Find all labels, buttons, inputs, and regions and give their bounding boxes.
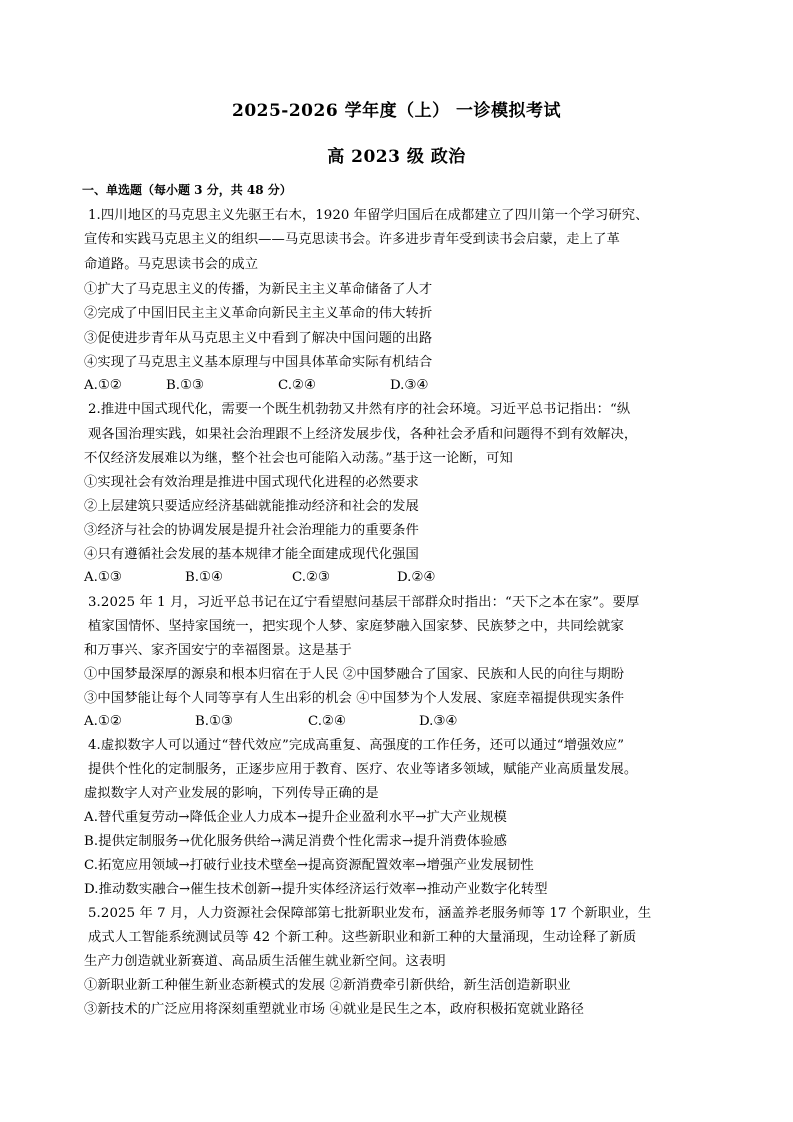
q4-option-c: C.拓宽应用领域→打破行业技术壁垒→提高资源配置效率→增强产业发展韧性 [84, 858, 534, 873]
choice-b: B.①③ [166, 378, 204, 393]
q5-stem-line: 成式人工智能系统测试员等 42 个新工种。这些新职业和新工种的大量涌现，生动诠释了新质 [88, 930, 637, 945]
q3-stem-line: 3.2025 年 1 月，习近平总书记在辽宁看望慰问基层干部群众时指出：“天下之本在家”。要厚 [88, 595, 640, 610]
q3-stem-line: 和万事兴、家齐国安宁的幸福图景。这是基于 [84, 643, 352, 658]
q1-option-item: ③促使进步青年从马克思主义中看到了解决中国问题的出路 [84, 331, 433, 346]
q1-option-item: ④实现了马克思主义基本原理与中国具体革命实际有机结合 [84, 355, 433, 370]
q3-option-item: ①中国梦最深厚的源泉和根本归宿在于人民 ②中国梦融合了国家、民族和人民的向往与期盼 [84, 667, 625, 682]
choice-d: D.③④ [419, 714, 458, 729]
q5-stem-line: 5.2025 年 7 月，人力资源社会保障部第七批新职业发布，涵盖养老服务师等 17 个新职业，生 [88, 906, 652, 921]
q3-option-item: ③中国梦能让每个人同等享有人生出彩的机会 ④中国梦为个人发展、家庭幸福提供现实条件 [84, 691, 625, 706]
q5-option-item: ①新职业新工种催生新业态新模式的发展 ②新消费牵引新供给，新生活创造新职业 [84, 978, 571, 993]
q2-stem-line: 2.推进中国式现代化，需要一个既生机勃勃又井然有序的社会环境。习近平总书记指出：“纵 [88, 402, 631, 417]
choice-c: C.②④ [308, 714, 346, 729]
q4-option-d: D.推动数实融合→催生技术创新→提升实体经济运行效率→推动产业数字化转型 [84, 882, 548, 897]
q4-option-a: A.替代重复劳动→降低企业人力成本→提升企业盈利水平→扩大产业规模 [84, 810, 507, 825]
choice-d: D.③④ [390, 378, 429, 393]
choice-b: B.①③ [195, 714, 233, 729]
q1-option-item: ②完成了中国旧民主主义革命向新民主主义革命的伟大转折 [84, 306, 433, 321]
q5-option-item: ③新技术的广泛应用将深刻重塑就业市场 ④就业是民生之本，政府积极拓宽就业路径 [84, 1002, 585, 1017]
section-heading: 一、单选题（每小题 3 分，共 48 分） [82, 183, 292, 197]
q3-stem-line: 植家国情怀、坚持家国统一，把实现个人梦、家庭梦融入国家梦、民族梦之中，共同绘就家 [88, 619, 624, 634]
choice-c: C.②④ [278, 378, 316, 393]
exam-subtitle: 高 2023 级 政治 [327, 147, 466, 167]
q1-option-item: ①扩大了马克思主义的传播，为新民主主义革命储备了人才 [84, 282, 433, 297]
choice-b: B.①④ [185, 570, 223, 585]
q1-stem-line: 命道路。马克思读书会的成立 [84, 257, 259, 272]
q4-option-b: B.提供定制服务→优化服务供给→满足消费个性化需求→提升消费体验感 [84, 834, 508, 849]
exam-title: 2025-2026 学年度（上） 一诊模拟考试 [231, 101, 562, 121]
choice-d: D.②④ [397, 570, 436, 585]
q2-option-item: ③经济与社会的协调发展是提升社会治理能力的重要条件 [84, 523, 419, 538]
q4-stem-line: 4.虚拟数字人可以通过“替代效应”完成高重复、高强度的工作任务，还可以通过“增强效应” [88, 738, 625, 753]
q4-stem-line: 虚拟数字人对产业发展的影响，下列传导正确的是 [84, 786, 379, 801]
choice-c: C.②③ [292, 570, 330, 585]
choice-a: A.①③ [84, 570, 122, 585]
q2-option-item: ④只有遵循社会发展的基本规律才能全面建成现代化强国 [84, 547, 419, 562]
q1-stem-line: 宣传和实践马克思主义的组织——马克思读书会。许多进步青年受到读书会启蒙，走上了革 [84, 232, 620, 247]
choice-a: A.①② [84, 378, 122, 393]
q1-stem-line: 1.四川地区的马克思主义先驱王右木，1920 年留学归国后在成都建立了四川第一个学习研究、 [88, 208, 649, 223]
q4-stem-line: 提供个性化的定制服务，正逐步应用于教育、医疗、农业等诸多领域，赋能产业高质量发展。 [88, 762, 638, 777]
q2-option-item: ①实现社会有效治理是推进中国式现代化进程的必然要求 [84, 475, 419, 490]
q5-stem-line: 生产力创造就业新赛道、高品质生活催生就业新空间。这表明 [84, 954, 446, 969]
q2-stem-line: 观各国治理实践，如果社会治理跟不上经济发展步伐，各种社会矛盾和问题得不到有效解决， [88, 427, 638, 442]
q2-option-item: ②上层建筑只要适应经济基础就能推动经济和社会的发展 [84, 499, 419, 514]
choice-a: A.①② [84, 714, 122, 729]
q2-stem-line: 不仅经济发展难以为继，整个社会也可能陷入动荡。”基于这一论断，可知 [84, 451, 513, 466]
